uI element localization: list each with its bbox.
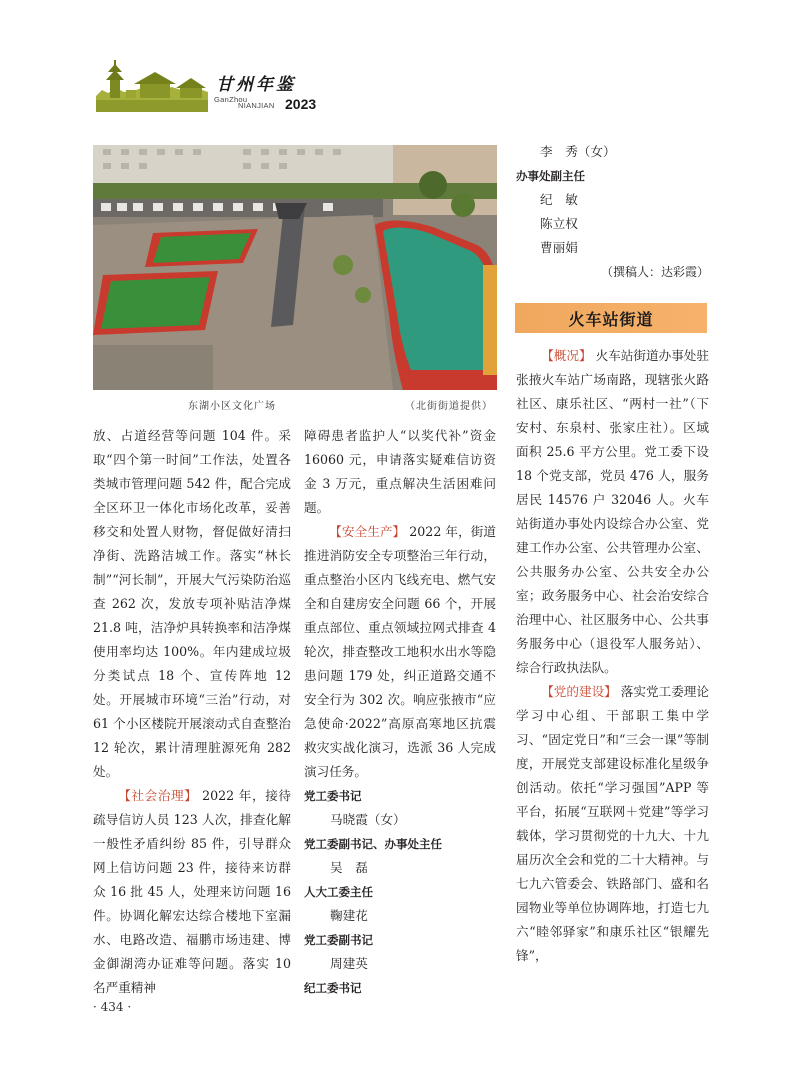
- header-artwork: [96, 60, 208, 112]
- paragraph-text: 火车站街道办事处驻张掖火车站广场南路，现辖张火路社区、康乐社区、“两村一社”（下安村、东泉村、张家庄社）。区域面积 25.6 平方公里。党工委下设 18 个党支部，党员 476 人，服务居民 14576 户 32046 人。火车站街道办事处内设综合办公室、党建工作办公室、公共管理办公室、公共服务办公室、公共安全办公室；政务服务中心、社会治安综合治理中心、社区服务中心、公共事务服务中心（退役军人服务站）、综合行政执法队。: [516, 348, 709, 675]
- photo-caption: 东湖小区文化广场: [188, 401, 276, 412]
- brand-pinyin-1: GanZhou: [214, 95, 248, 104]
- role-title: 党工委书记: [304, 789, 362, 803]
- brand-year: 2023: [285, 96, 317, 112]
- column-1: [93, 424, 291, 1000]
- column-3: [516, 344, 709, 968]
- section-heading: 火车站街道: [568, 310, 654, 329]
- role-title: 人大工委主任: [304, 885, 373, 899]
- page-number: · 434 ·: [93, 1000, 132, 1014]
- author-credit: （撰稿人：达彩霞）: [600, 265, 709, 279]
- paragraph-social-governance: [93, 784, 291, 1000]
- paragraph-safety: [304, 520, 496, 784]
- column-2: [304, 424, 496, 1000]
- section-tag: 【概况】: [541, 348, 592, 363]
- role-title: 党工委副书记、办事处主任: [304, 837, 442, 851]
- section-tag: 【社会治理】: [118, 788, 198, 803]
- section-tag: 【党的建设】: [541, 684, 617, 699]
- person-name: 周建英: [330, 956, 368, 971]
- person-name: 鞠建花: [330, 908, 368, 923]
- person-name: 李 秀（女）: [540, 144, 616, 159]
- brand-title: 甘州年鉴: [216, 75, 296, 95]
- person-name: 吴 磊: [330, 860, 368, 875]
- person-name: 纪 敏: [540, 192, 578, 207]
- yearbook-brand: [214, 70, 324, 114]
- photo-credit: （北街街道提供）: [405, 401, 493, 412]
- section-heading-bar: [515, 303, 707, 333]
- paragraph-party-building: [516, 680, 709, 968]
- person-name: 马晓霞（女）: [330, 812, 406, 827]
- paragraph-text: 落实党工委理论学习中心组、干部职工集中学习、“固定党日”和“三会一课”等制度，开展党支部建设标准化星级争创活动。依托“学习强国”APP 等平台，拓展“互联网＋党建”等学习载体，学习贯彻党的十九大、十九届历次全会和党的二十大精神。与七九六管委会、铁路部门、盛和名园物业等单位协调阵地，打造七九六“睦邻驿家”和康乐社区“银耀先锋”，: [516, 684, 709, 963]
- person-name: 陈立权: [540, 216, 578, 231]
- role-title: 纪工委书记: [304, 981, 362, 995]
- column-3-personnel: [516, 140, 709, 284]
- role-title: 党工委副书记: [304, 933, 373, 947]
- paragraph: 放、占道经营等问题 104 件。采取“四个第一时间”工作法，处置各类城市管理问题 542 件，配合完成全区环卫一体化市场化改革，妥善移交和处置人财物，督促做好清扫净街、洗路洁城工作。落实“林长制”“河长制”，开展大气污染防治巡查 262 次，发放专项补贴洁净煤 21.8 吨，洁净炉具转换率和洁净煤使用率均达 100%。年内建成垃圾分类试点 18 个、宣传阵地 12 处。开展城市环境“三治”行动，对 61 个小区楼院开展滚动式自查整治 12 轮次，累计清理脏源死角 282 处。: [93, 428, 291, 779]
- paragraph-overview: [516, 344, 709, 680]
- paragraph: 障碍患者监护人“以奖代补”资金 16060 元，申请落实疑难信访资金 3 万元，重点解决生活困难问题。: [304, 428, 496, 515]
- paragraph-text: 2022 年，接待疏导信访人员 123 人次，排查化解一般性矛盾纠纷 85 件，引导群众网上信访问题 23 件，接待来访群众 16 批 45 人，处理来访问题 16 件。协调化解宏达综合楼地下室漏水、电路改造、福鹏市场违建、博金御湖湾办证难等问题。落实 10 名严重精神: [93, 788, 291, 995]
- paragraph-text: 2022 年，街道推进消防安全专项整治三年行动，重点整治小区内飞线充电、燃气安全和自建房安全问题 66 个，开展重点部位、重点领域拉网式排查 4 轮次，排查整改工地积水出水等隐患问题 179 处，纠正道路交通不安全行为 302 次。响应张掖市“应急使命·2022”高原高寒地区抗震救灾实战化演习，选派 36 人完成演习任务。: [304, 524, 497, 779]
- brand-pinyin-2: NIANJIAN: [238, 101, 275, 110]
- plaza-photo: [93, 145, 497, 390]
- section-tag: 【安全生产】: [329, 524, 406, 539]
- role-title: 办事处副主任: [516, 169, 585, 183]
- person-name: 曹丽娟: [540, 240, 578, 255]
